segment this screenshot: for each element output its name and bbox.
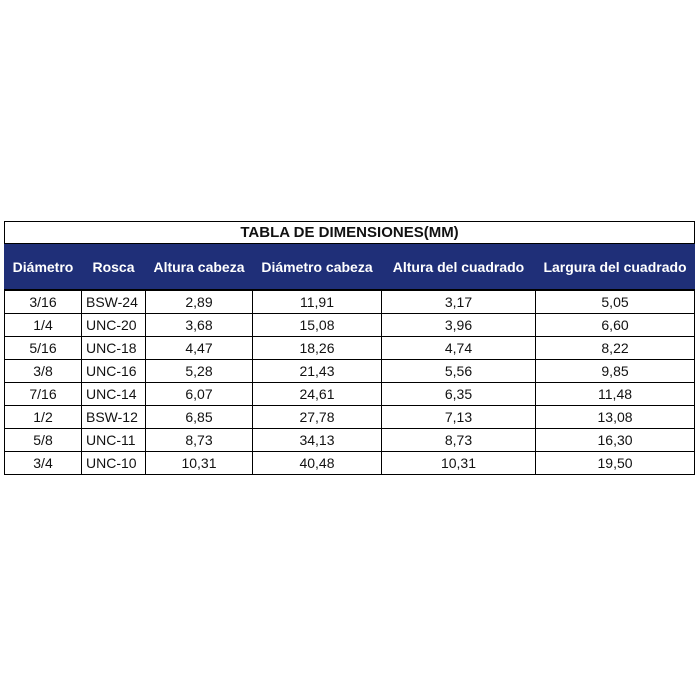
cell-altura-cabeza: 10,31 — [146, 452, 253, 475]
cell-diametro-cabeza: 15,08 — [253, 314, 382, 337]
cell-altura-cabeza: 8,73 — [146, 429, 253, 452]
cell-altura-cabeza: 5,28 — [146, 360, 253, 383]
cell-altura-cuadrado: 3,17 — [382, 290, 536, 314]
cell-diametro-cabeza: 24,61 — [253, 383, 382, 406]
cell-diametro-cabeza: 40,48 — [253, 452, 382, 475]
title-row — [5, 222, 695, 244]
column-header-altura-cuadrado: Altura del cuadrado — [382, 244, 536, 291]
cell-altura-cabeza: 6,07 — [146, 383, 253, 406]
header-row — [5, 244, 695, 291]
column-header-diametro-cabeza: Diámetro cabeza — [253, 244, 382, 291]
table-row — [5, 406, 695, 429]
cell-diametro: 3/4 — [5, 452, 82, 475]
cell-diametro-cabeza: 18,26 — [253, 337, 382, 360]
cell-diametro-cabeza: 34,13 — [253, 429, 382, 452]
cell-diametro: 1/4 — [5, 314, 82, 337]
cell-largura-cuadrado: 16,30 — [536, 429, 695, 452]
cell-diametro: 3/16 — [5, 290, 82, 314]
cell-rosca: UNC-20 — [82, 314, 146, 337]
cell-altura-cabeza: 6,85 — [146, 406, 253, 429]
cell-largura-cuadrado: 8,22 — [536, 337, 695, 360]
column-header-altura-cabeza: Altura cabeza — [146, 244, 253, 291]
dimensions-table — [4, 221, 695, 475]
cell-altura-cuadrado: 7,13 — [382, 406, 536, 429]
cell-diametro: 7/16 — [5, 383, 82, 406]
cell-altura-cabeza: 2,89 — [146, 290, 253, 314]
cell-diametro: 5/16 — [5, 337, 82, 360]
cell-altura-cuadrado: 3,96 — [382, 314, 536, 337]
table-row — [5, 314, 695, 337]
cell-largura-cuadrado: 9,85 — [536, 360, 695, 383]
cell-diametro: 5/8 — [5, 429, 82, 452]
cell-rosca: UNC-18 — [82, 337, 146, 360]
table-row — [5, 290, 695, 314]
table-row — [5, 429, 695, 452]
cell-rosca: BSW-12 — [82, 406, 146, 429]
cell-diametro: 3/8 — [5, 360, 82, 383]
cell-rosca: UNC-11 — [82, 429, 146, 452]
column-header-largura-cuadrado: Largura del cuadrado — [536, 244, 695, 291]
cell-altura-cuadrado: 4,74 — [382, 337, 536, 360]
cell-altura-cabeza: 4,47 — [146, 337, 253, 360]
cell-altura-cuadrado: 8,73 — [382, 429, 536, 452]
cell-largura-cuadrado: 19,50 — [536, 452, 695, 475]
column-header-diametro: Diámetro — [5, 244, 82, 291]
table-row — [5, 383, 695, 406]
cell-largura-cuadrado: 5,05 — [536, 290, 695, 314]
cell-largura-cuadrado: 11,48 — [536, 383, 695, 406]
cell-rosca: UNC-16 — [82, 360, 146, 383]
table-row — [5, 452, 695, 475]
cell-largura-cuadrado: 13,08 — [536, 406, 695, 429]
cell-largura-cuadrado: 6,60 — [536, 314, 695, 337]
table-row — [5, 360, 695, 383]
cell-altura-cuadrado: 10,31 — [382, 452, 536, 475]
cell-rosca: BSW-24 — [82, 290, 146, 314]
column-header-rosca: Rosca — [82, 244, 146, 291]
cell-altura-cabeza: 3,68 — [146, 314, 253, 337]
cell-diametro-cabeza: 21,43 — [253, 360, 382, 383]
cell-diametro-cabeza: 27,78 — [253, 406, 382, 429]
cell-diametro-cabeza: 11,91 — [253, 290, 382, 314]
cell-altura-cuadrado: 5,56 — [382, 360, 536, 383]
table-row — [5, 337, 695, 360]
cell-altura-cuadrado: 6,35 — [382, 383, 536, 406]
cell-rosca: UNC-10 — [82, 452, 146, 475]
table-title: TABLA DE DIMENSIONES(MM) — [5, 222, 695, 244]
cell-rosca: UNC-14 — [82, 383, 146, 406]
cell-diametro: 1/2 — [5, 406, 82, 429]
